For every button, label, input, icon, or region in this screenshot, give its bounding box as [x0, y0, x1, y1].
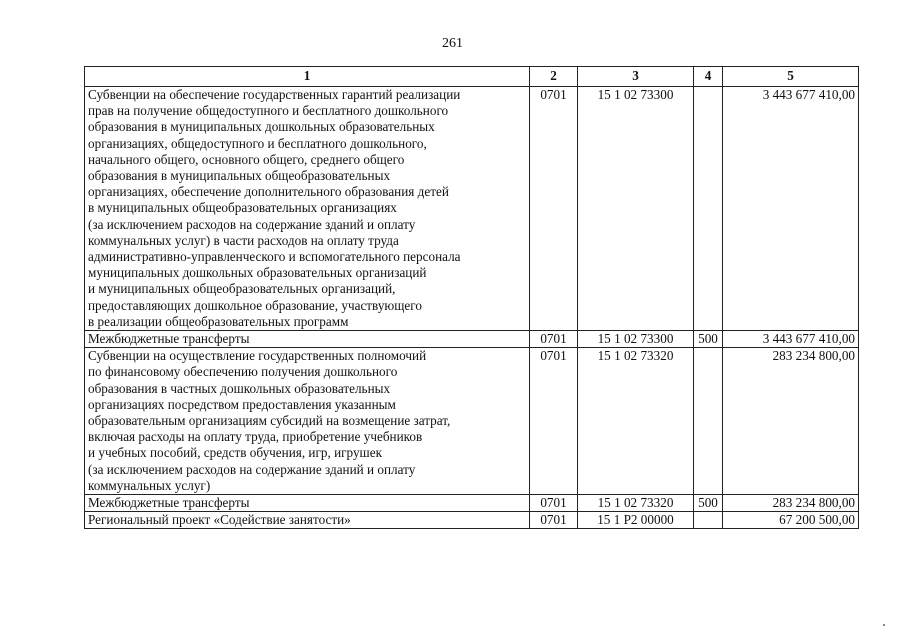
row-section-cell: 0701	[530, 87, 578, 331]
row-type-cell: 500	[694, 331, 723, 348]
row-section-cell: 0701	[530, 512, 578, 529]
table-row	[85, 348, 859, 495]
table-row	[85, 512, 859, 529]
row-amount-cell: 3 443 677 410,00	[723, 331, 859, 348]
row-target-cell: 15 1 02 73300	[578, 87, 694, 331]
header-col-2: 2	[530, 67, 578, 87]
row-type-cell	[694, 348, 723, 495]
table-row	[85, 331, 859, 348]
row-name-cell: Межбюджетные трансферты	[85, 331, 530, 348]
table-row	[85, 495, 859, 512]
row-name-cell: Субвенции на осуществление государственных полномочий по финансовому обеспечению получения дошкольного образования в частных дошкольных образовательных организациях посредством предоставления указанным образовательным организациям субсидий на возмещение затрат, включая расходы на оплату труда, приобретение учебников и учебных пособий, средств обучения, игр, игрушек (за исключением расходов на содержание зданий и оплату коммунальных услуг)	[85, 348, 530, 495]
row-type-cell	[694, 512, 723, 529]
row-amount-cell: 283 234 800,00	[723, 495, 859, 512]
row-type-cell: 500	[694, 495, 723, 512]
page-number: 261	[442, 36, 463, 51]
row-target-cell: 15 1 02 73300	[578, 331, 694, 348]
row-name-cell: Региональный проект «Содействие занятости»	[85, 512, 530, 529]
row-target-cell: 15 1 02 73320	[578, 348, 694, 495]
row-target-cell: 15 1 P2 00000	[578, 512, 694, 529]
budget-table	[84, 66, 859, 529]
row-type-cell	[694, 87, 723, 331]
row-amount-cell: 67 200 500,00	[723, 512, 859, 529]
row-section-cell: 0701	[530, 331, 578, 348]
row-amount-cell: 3 443 677 410,00	[723, 87, 859, 331]
row-name-cell: Субвенции на обеспечение государственных гарантий реализации прав на получение общедоступного и бесплатного дошкольного образования в муниципальных дошкольных образовательных организациях, общедоступного и бесплатного дошкольного, начального общего, основного общего, среднего общего образования в муниципальных общеобразовательных организациях, обеспечение дополнительного образования детей в муниципальных общеобразовательных организациях (за исключением расходов на содержание зданий и оплату коммунальных услуг) в части расходов на оплату труда административно-управленческого и вспомогательного персонала муниципальных дошкольных образовательных организаций и муниципальных общеобразовательных организаций, предоставляющих дошкольное образование, участвующего в реализации общеобразовательных программ	[85, 87, 530, 331]
header-col-4: 4	[694, 67, 723, 87]
row-target-cell: 15 1 02 73320	[578, 495, 694, 512]
row-name-cell: Межбюджетные трансферты	[85, 495, 530, 512]
table-row	[85, 87, 859, 331]
header-col-3: 3	[578, 67, 694, 87]
table-header-row	[85, 67, 859, 87]
row-amount-cell: 283 234 800,00	[723, 348, 859, 495]
row-section-cell: 0701	[530, 348, 578, 495]
row-section-cell: 0701	[530, 495, 578, 512]
scan-speck	[883, 624, 885, 626]
header-col-5: 5	[723, 67, 859, 87]
header-col-1: 1	[85, 67, 530, 87]
